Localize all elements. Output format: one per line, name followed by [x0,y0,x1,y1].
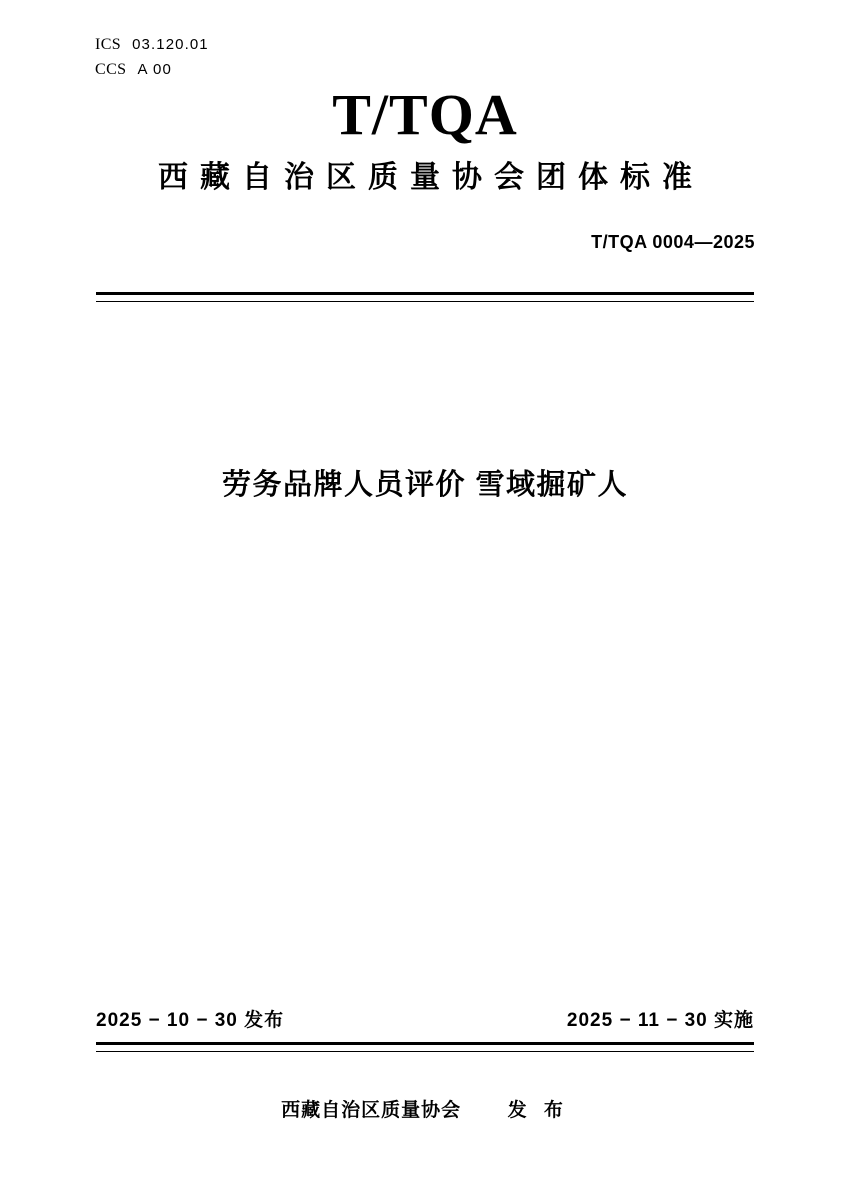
standard-logo: T/TQA [332,82,518,147]
metadata-block [95,33,209,83]
publisher-line [0,1095,850,1122]
publisher-name: 西藏自治区质量协会 [281,1100,462,1121]
header-rule-thin [96,301,754,302]
header-rule-thick [96,292,754,295]
release-date: 2025 − 10 − 30 发布 [96,1010,285,1031]
ccs-value: A 00 [137,60,172,78]
ics-label: ICS [95,36,122,53]
page-title: 劳务品牌人员评价 雪域掘矿人 [221,469,629,501]
dates-row [96,1005,754,1032]
association-title: 西藏自治区质量协会团体标准 [158,161,704,194]
ics-value: 03.120.01 [132,36,209,53]
footer-rule-thin [96,1051,754,1052]
footer-rule-thick [96,1042,754,1045]
publisher-verb: 发 布 [507,1100,569,1121]
standard-number: T/TQA 0004—2025 [591,232,755,252]
ics-row [95,33,209,58]
ccs-row [95,58,209,83]
ccs-label: CCS [95,60,127,78]
implementation-date: 2025 − 11 − 30 实施 [566,1010,754,1031]
